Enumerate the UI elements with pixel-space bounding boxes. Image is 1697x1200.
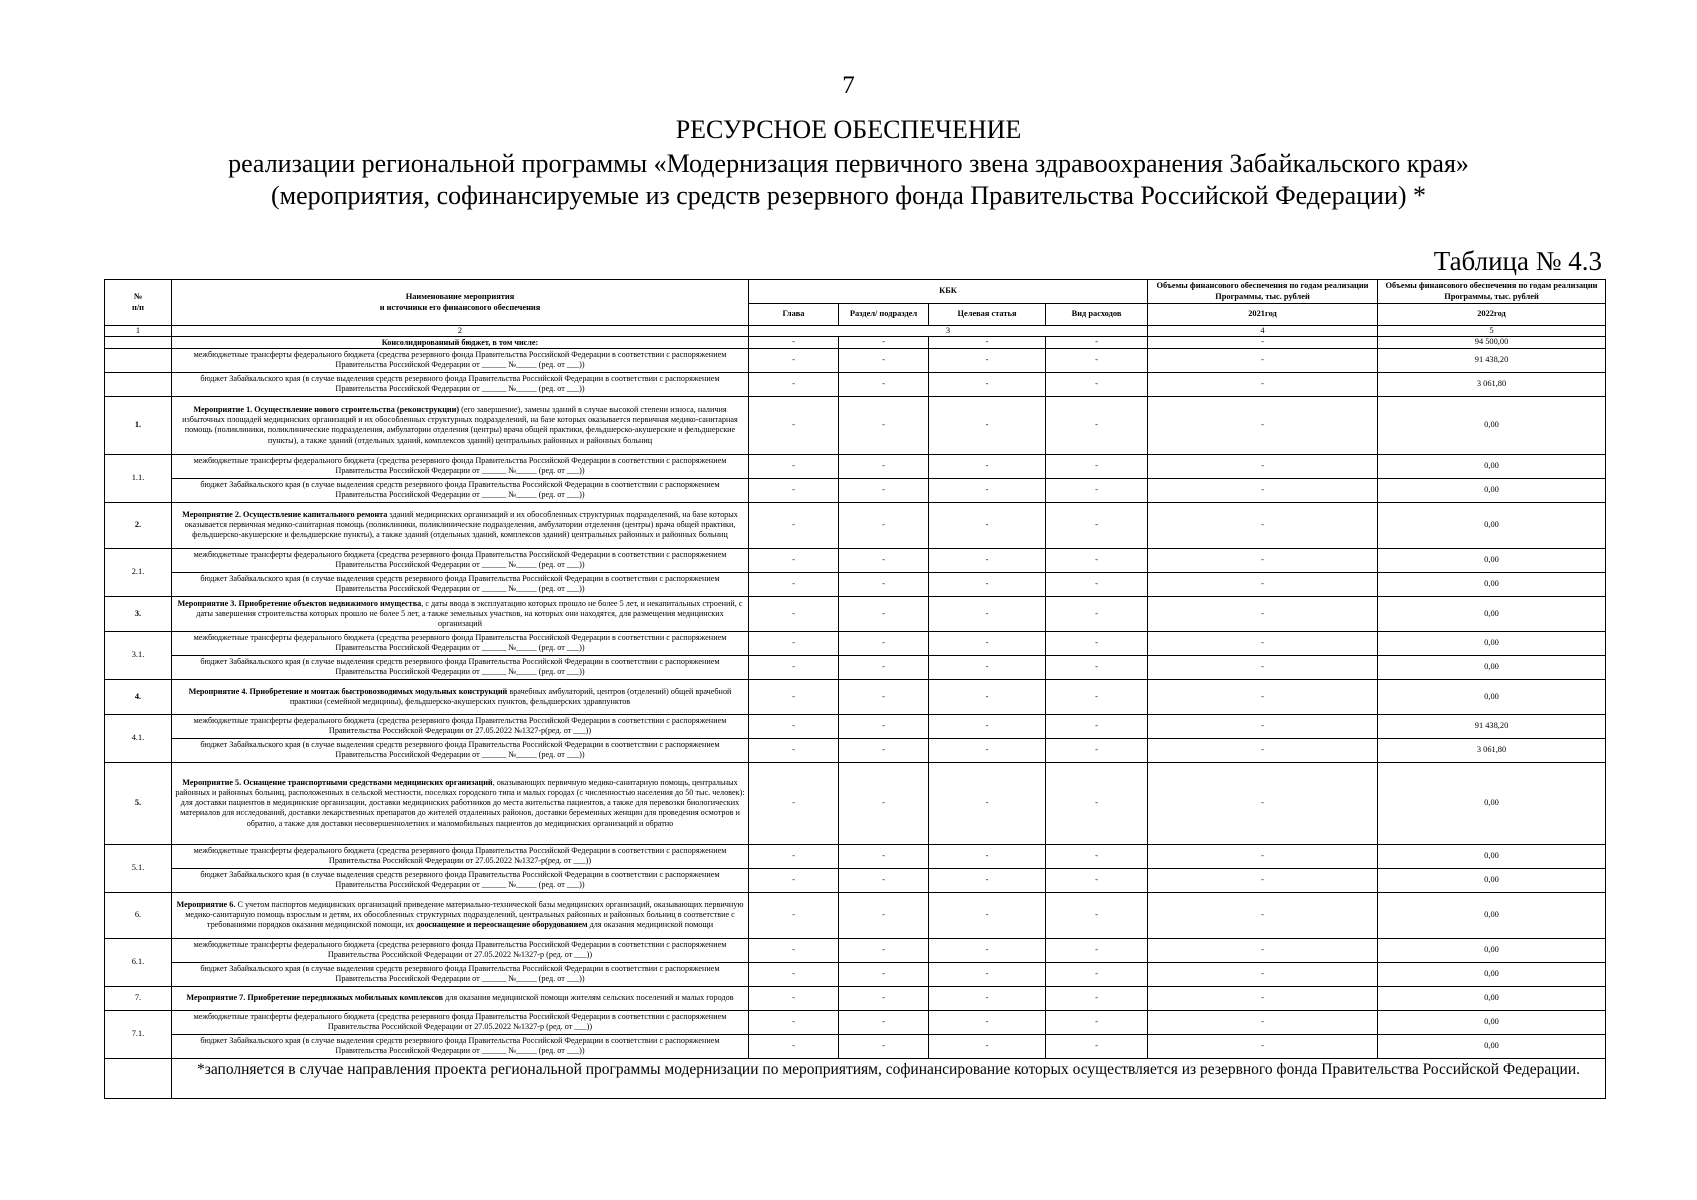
kbk-cell: - [1046,572,1148,596]
kbk-cell: - [1148,714,1378,738]
row-number: 3. [105,596,172,631]
kbk-cell: - [1148,572,1378,596]
kbk-cell: - [839,679,929,714]
header-year-2022: 2022год [1378,304,1606,326]
table-number: Таблица № 4.3 [1433,246,1602,276]
kbk-cell: - [1148,631,1378,655]
value-cell: 0,00 [1378,986,1606,1010]
header-glava: Глава [749,304,839,326]
value-cell: 0,00 [1378,868,1606,892]
kbk-cell: - [1046,679,1148,714]
table-cell: бюджет Забайкальского края (в случае выделения средств резервного фонда Правительства Российской Федерации в соответствии с распоряжением Правительства Российской Федерации от ______ №_____ (ред. от ___)) [172,572,749,596]
kbk-cell: - [1046,738,1148,762]
table-row [105,1034,1606,1058]
kbk-cell: - [1148,454,1378,478]
value-cell: 0,00 [1378,1034,1606,1058]
kbk-cell: - [929,679,1046,714]
kbk-cell: - [839,454,929,478]
kbk-cell: - [1046,337,1148,348]
kbk-cell: - [929,337,1046,348]
kbk-cell: - [1148,396,1378,454]
value-cell: 0,00 [1378,962,1606,986]
kbk-cell: - [1046,938,1148,962]
header-vid: Вид расходов [1046,304,1148,326]
row-number: 5.1. [105,844,172,892]
header-volume-2022: Объемы финансового обеспечения по годам реализации Программы, тыс. рублей [1378,280,1606,304]
kbk-cell: - [1148,986,1378,1010]
table-cell: Мероприятие 7. Приобретение передвижных мобильных комплексов для оказания медицинской помощи жителям сельских поселений и малых городов [172,986,749,1010]
footnote-row [105,1058,1606,1098]
kbk-cell: - [839,962,929,986]
page-subtitle: реализации региональной программы «Модернизация первичного звена здравоохранения Забайкальского края» [228,149,1469,178]
kbk-cell: - [1046,396,1148,454]
col-index: 4 [1148,326,1378,337]
table-cell: межбюджетные трансферты федерального бюджета (средства резервного фонда Правительства Российской Федерации в соответствии с распоряжением Правительства Российской Федерации от ______ №_____ (ред. от ___)) [172,631,749,655]
table-row [105,738,1606,762]
table-row [105,938,1606,962]
value-cell: 0,00 [1378,454,1606,478]
kbk-cell: - [839,372,929,396]
kbk-cell: - [839,572,929,596]
kbk-cell: - [749,1034,839,1058]
value-cell: 0,00 [1378,478,1606,502]
value-cell: 0,00 [1378,762,1606,844]
table-row [105,762,1606,844]
kbk-cell: - [1148,962,1378,986]
kbk-cell: - [1046,892,1148,938]
row-number: 4. [105,679,172,714]
kbk-cell: - [749,548,839,572]
kbk-cell: - [749,986,839,1010]
value-cell: 0,00 [1378,631,1606,655]
value-cell: 0,00 [1378,548,1606,572]
kbk-cell: - [839,738,929,762]
kbk-cell: - [929,348,1046,372]
value-cell: 0,00 [1378,396,1606,454]
table-cell: бюджет Забайкальского края (в случае выделения средств резервного фонда Правительства Российской Федерации в соответствии с распоряжением Правительства Российской Федерации от ______ №_____ (ред. от ___)) [172,868,749,892]
row-number: 5. [105,762,172,844]
kbk-cell: - [839,596,929,631]
row-number: 2.1. [105,548,172,596]
table-row [105,596,1606,631]
kbk-cell: - [929,631,1046,655]
kbk-cell: - [749,938,839,962]
table-cell: межбюджетные трансферты федерального бюджета (средства резервного фонда Правительства Российской Федерации в соответствии с распоряжением Правительства Российской Федерации от ______ №_____ (ред. от ___)) [172,548,749,572]
kbk-cell: - [839,868,929,892]
kbk-cell: - [1046,631,1148,655]
table-cell: межбюджетные трансферты федерального бюджета (средства резервного фонда Правительства Российской Федерации в соответствии с распоряжением Правительства Российской Федерации от 27.05.2022 №1327-р (ред. от ___)) [172,1010,749,1034]
kbk-cell: - [839,655,929,679]
kbk-cell: - [929,502,1046,548]
table-cell: межбюджетные трансферты федерального бюджета (средства резервного фонда Правительства Российской Федерации в соответствии с распоряжением Правительства Российской Федерации от 27.05.2022 №1327-р (ред. от ___)) [172,938,749,962]
kbk-cell: - [1148,844,1378,868]
kbk-cell: - [839,631,929,655]
header-name: Наименование мероприятия и источники его финансового обеспечения [172,280,749,326]
kbk-cell: - [839,986,929,1010]
kbk-cell: - [839,348,929,372]
header-razdel: Раздел/ подраздел [839,304,929,326]
kbk-cell: - [749,572,839,596]
kbk-cell: - [1148,596,1378,631]
kbk-cell: - [1046,714,1148,738]
value-cell: 91 438,20 [1378,714,1606,738]
kbk-cell: - [749,892,839,938]
table-row [105,1010,1606,1034]
row-number: 6. [105,892,172,938]
kbk-cell: - [1046,348,1148,372]
table-row [105,478,1606,502]
kbk-cell: - [1148,762,1378,844]
table-cell: бюджет Забайкальского края (в случае выделения средств резервного фонда Правительства Российской Федерации в соответствии с распоряжением Правительства Российской Федерации от ______ №_____ (ред. от ___)) [172,655,749,679]
table-cell: Мероприятие 6. С учетом паспортов медицинских организаций приведение материально-технической базы медицинских организаций, оказывающих первичную медико-санитарную помощь взрослым и детям, их обособленных структурных подразделений, центральных районных и районных больниц в соответствие с требованиями порядков оказания медицинской помощи, их дооснащение и переоснащение оборудованием для оказания медицинской помощи [172,892,749,938]
kbk-cell: - [929,454,1046,478]
value-2022: 94 500,00 [1378,337,1606,348]
value-cell: 0,00 [1378,502,1606,548]
table-row [105,396,1606,454]
kbk-cell: - [749,502,839,548]
header-target: Целевая статья [929,304,1046,326]
kbk-cell: - [1046,502,1148,548]
kbk-cell: - [749,478,839,502]
kbk-cell: - [929,892,1046,938]
kbk-cell: - [929,962,1046,986]
kbk-cell: - [839,892,929,938]
table-row [105,655,1606,679]
kbk-cell: - [929,868,1046,892]
table-cell [105,372,172,396]
kbk-cell: - [839,714,929,738]
kbk-cell: - [749,454,839,478]
kbk-cell: - [1148,348,1378,372]
kbk-cell: - [749,655,839,679]
kbk-cell: - [1046,596,1148,631]
table-cell: Мероприятие 4. Приобретение и монтаж быстровозводимых модульных конструкций врачебных амбулаторий, центров (отделений) общей врачебной практики (семейной медицины), фельдшерско-акушерских пунктов, фельдшерских здравпунктов [172,679,749,714]
header-num: № п/п [105,280,172,326]
row-number: 7.1. [105,1010,172,1058]
table-row [105,714,1606,738]
table-row [105,631,1606,655]
kbk-cell: - [929,396,1046,454]
table-cell: бюджет Забайкальского края (в случае выделения средств резервного фонда Правительства Российской Федерации в соответствии с распоряжением Правительства Российской Федерации от ______ №_____ (ред. от ___)) [172,478,749,502]
col-index: 5 [1378,326,1606,337]
kbk-cell: - [839,478,929,502]
kbk-cell: - [929,1034,1046,1058]
col-index: 2 [172,326,749,337]
kbk-cell: - [1046,962,1148,986]
value-cell: 0,00 [1378,572,1606,596]
kbk-cell: - [749,348,839,372]
row-number: 1. [105,396,172,454]
row-number: 2. [105,502,172,548]
value-cell: 0,00 [1378,938,1606,962]
kbk-cell: - [839,844,929,868]
header-kbk: КБК [749,280,1148,304]
kbk-cell: - [929,738,1046,762]
kbk-cell: - [839,396,929,454]
table-cell: бюджет Забайкальского края (в случае выделения средств резервного фонда Правительства Российской Федерации в соответствии с распоряжением Правительства Российской Федерации от ______ №_____ (ред. от ___)) [172,738,749,762]
table-cell [105,337,172,348]
value-2022: 3 061,80 [1378,372,1606,396]
kbk-cell: - [1046,478,1148,502]
kbk-cell: - [839,938,929,962]
kbk-cell: - [749,1010,839,1034]
table-row [105,986,1606,1010]
value-cell: 0,00 [1378,655,1606,679]
table-row [105,868,1606,892]
table-cell: Мероприятие 3. Приобретение объектов недвижимого имущества, с даты ввода в эксплуатацию которых прошло не более 5 лет, и некапитальных строений, с даты завершения строительства которых прошло не более 5 лет, а также земельных участков, на которых они находятся, для размещения медицинских организаций [172,596,749,631]
value-cell: 3 061,80 [1378,738,1606,762]
value-cell: 0,00 [1378,844,1606,868]
kbk-cell: - [839,1034,929,1058]
kbk-cell: - [929,938,1046,962]
kbk-cell: - [749,844,839,868]
table-row [105,962,1606,986]
kbk-cell: - [1046,1010,1148,1034]
kbk-cell: - [1148,502,1378,548]
table-cell: межбюджетные трансферты федерального бюджета (средства резервного фонда Правительства Российской Федерации в соответствии с распоряжением Правительства Российской Федерации от 27.05.2022 №1327-р(ред. от ___)) [172,714,749,738]
kbk-cell: - [749,631,839,655]
kbk-cell: - [749,372,839,396]
table-row [105,892,1606,938]
kbk-cell: - [929,762,1046,844]
kbk-cell: - [1148,337,1378,348]
table-cell [105,348,172,372]
table-row [105,454,1606,478]
table-row [105,844,1606,868]
row-number: 6.1. [105,938,172,986]
value-cell: 0,00 [1378,679,1606,714]
kbk-cell: - [1148,868,1378,892]
kbk-cell: - [749,762,839,844]
kbk-cell: - [929,478,1046,502]
kbk-cell: - [929,986,1046,1010]
kbk-cell: - [1148,1034,1378,1058]
row-number: 1.1. [105,454,172,502]
kbk-cell: - [749,596,839,631]
kbk-cell: - [1046,548,1148,572]
col-index: 3 [749,326,1148,337]
kbk-cell: - [1148,738,1378,762]
kbk-cell: - [749,962,839,986]
table-row [105,337,1606,348]
kbk-cell: - [1046,372,1148,396]
row-number: 4.1. [105,714,172,762]
kbk-cell: - [1148,938,1378,962]
kbk-cell: - [929,844,1046,868]
kbk-cell: - [1148,655,1378,679]
kbk-cell: - [929,596,1046,631]
kbk-cell: - [1046,868,1148,892]
table-cell: межбюджетные трансферты федерального бюджета (средства резервного фонда Правительства Российской Федерации в соответствии с распоряжением Правительства Российской Федерации от 27.05.2022 №1327-р(ред. от ___)) [172,844,749,868]
kbk-cell: - [839,502,929,548]
kbk-cell: - [749,868,839,892]
kbk-cell: - [1046,986,1148,1010]
header-volume-2021: Объемы финансового обеспечения по годам реализации Программы, тыс. рублей [1148,280,1378,304]
value-cell: 0,00 [1378,596,1606,631]
table-row [105,348,1606,372]
row-number: 7. [105,986,172,1010]
kbk-cell: - [1046,1034,1148,1058]
kbk-cell: - [1148,372,1378,396]
kbk-cell: - [839,1010,929,1034]
table-cell: межбюджетные трансферты федерального бюджета (средства резервного фонда Правительства Российской Федерации в соответствии с распоряжением Правительства Российской Федерации от ______ №_____ (ред. от ___)) [172,348,749,372]
footnote: *заполняется в случае направления проекта региональной программы модернизации по мероприятиям, софинансирование которых осуществляется из резервного фонда Правительства Российской Федерации. [172,1058,1606,1098]
value-2022: 91 438,20 [1378,348,1606,372]
page-title: РЕСУРСНОЕ ОБЕСПЕЧЕНИЕ [675,115,1022,144]
kbk-cell: - [1046,655,1148,679]
table-cell: Мероприятие 5. Оснащение транспортными средствами медицинских организаций, оказывающих первичную медико-санитарную помощь, центральных районных и районных больниц, расположенных в сельской местности, поселках городского типа и малых городах (с численностью населения до 50 тыс. человек): для доставки пациентов в медицинские организации, доставки медицинских работников до места жительства пациентов, а также для перевозки биологических материалов для исследований, доставки лекарственных препаратов до жителей отдаленных районов, доставки беременных женщин для проведения осмотров и обратно, а также для доставки несовершеннолетних и маломобильных пациентов до медицинских организаций и обратно [172,762,749,844]
kbk-cell: - [839,762,929,844]
row-number: 3.1. [105,631,172,679]
kbk-cell: - [929,714,1046,738]
kbk-cell: - [839,337,929,348]
table-cell: бюджет Забайкальского края (в случае выделения средств резервного фонда Правительства Российской Федерации в соответствии с распоряжением Правительства Российской Федерации от ______ №_____ (ред. от ___)) [172,962,749,986]
table-cell: Мероприятие 2. Осуществление капитального ремонта зданий медицинских организаций и их обособленных структурных подразделений, на базе которых оказывается первичная медико-санитарная помощь (поликлиники, поликлинические подразделения, амбулатории отделения (центры) врача общей практики, фельдшерско-акушерские и фельдшерские пункты), а также зданий (отдельных зданий, комплексов зданий) центральных районных и районных больниц [172,502,749,548]
kbk-cell: - [749,396,839,454]
kbk-cell: - [929,372,1046,396]
value-cell: 0,00 [1378,892,1606,938]
kbk-cell: - [929,1010,1046,1034]
page-number: 7 [842,72,855,99]
resource-table [104,279,1606,1099]
kbk-cell: - [929,572,1046,596]
col-index: 1 [105,326,172,337]
kbk-cell: - [1148,679,1378,714]
kbk-cell: - [749,738,839,762]
table-cell [105,1058,172,1098]
value-cell: 0,00 [1378,1010,1606,1034]
kbk-cell: - [749,679,839,714]
table-cell: бюджет Забайкальского края (в случае выделения средств резервного фонда Правительства Российской Федерации в соответствии с распоряжением Правительства Российской Федерации от ______ №_____ (ред. от ___)) [172,1034,749,1058]
page-subtitle-note: (мероприятия, софинансируемые из средств резервного фонда Правительства Российской Федерации) * [270,181,1427,210]
kbk-cell: - [929,655,1046,679]
kbk-cell: - [1148,478,1378,502]
kbk-cell: - [839,548,929,572]
kbk-cell: - [1046,762,1148,844]
table-row [105,502,1606,548]
table-row [105,372,1606,396]
row-name: Консолидированный бюджет, в том числе: [172,337,749,348]
kbk-cell: - [929,548,1046,572]
kbk-cell: - [1148,548,1378,572]
kbk-cell: - [749,714,839,738]
table-row [105,548,1606,572]
kbk-cell: - [1148,892,1378,938]
table-cell: межбюджетные трансферты федерального бюджета (средства резервного фонда Правительства Российской Федерации в соответствии с распоряжением Правительства Российской Федерации от ______ №_____ (ред. от ___)) [172,454,749,478]
table-row [105,679,1606,714]
kbk-cell: - [1046,454,1148,478]
table-cell: бюджет Забайкальского края (в случае выделения средств резервного фонда Правительства Российской Федерации в соответствии с распоряжением Правительства Российской Федерации от ______ №_____ (ред. от ___)) [172,372,749,396]
table-cell: Мероприятие 1. Осуществление нового строительства (реконструкции) (его завершение), замены зданий в случае высокой степени износа, наличия избыточных площадей медицинских организаций и их обособленных структурных подразделений, на базе которых оказывается первичная медико-санитарная помощь (поликлиники, поликлинические подразделения, амбулатории отделения (центры) врача общей практики, фельдшерско-акушерские и фельдшерские пункты), а также зданий (отдельных зданий, комплексов зданий) центральных районных и районных больниц [172,396,749,454]
table-row [105,572,1606,596]
kbk-cell: - [749,337,839,348]
header-year-2021: 2021год [1148,304,1378,326]
kbk-cell: - [1046,844,1148,868]
kbk-cell: - [1148,1010,1378,1034]
